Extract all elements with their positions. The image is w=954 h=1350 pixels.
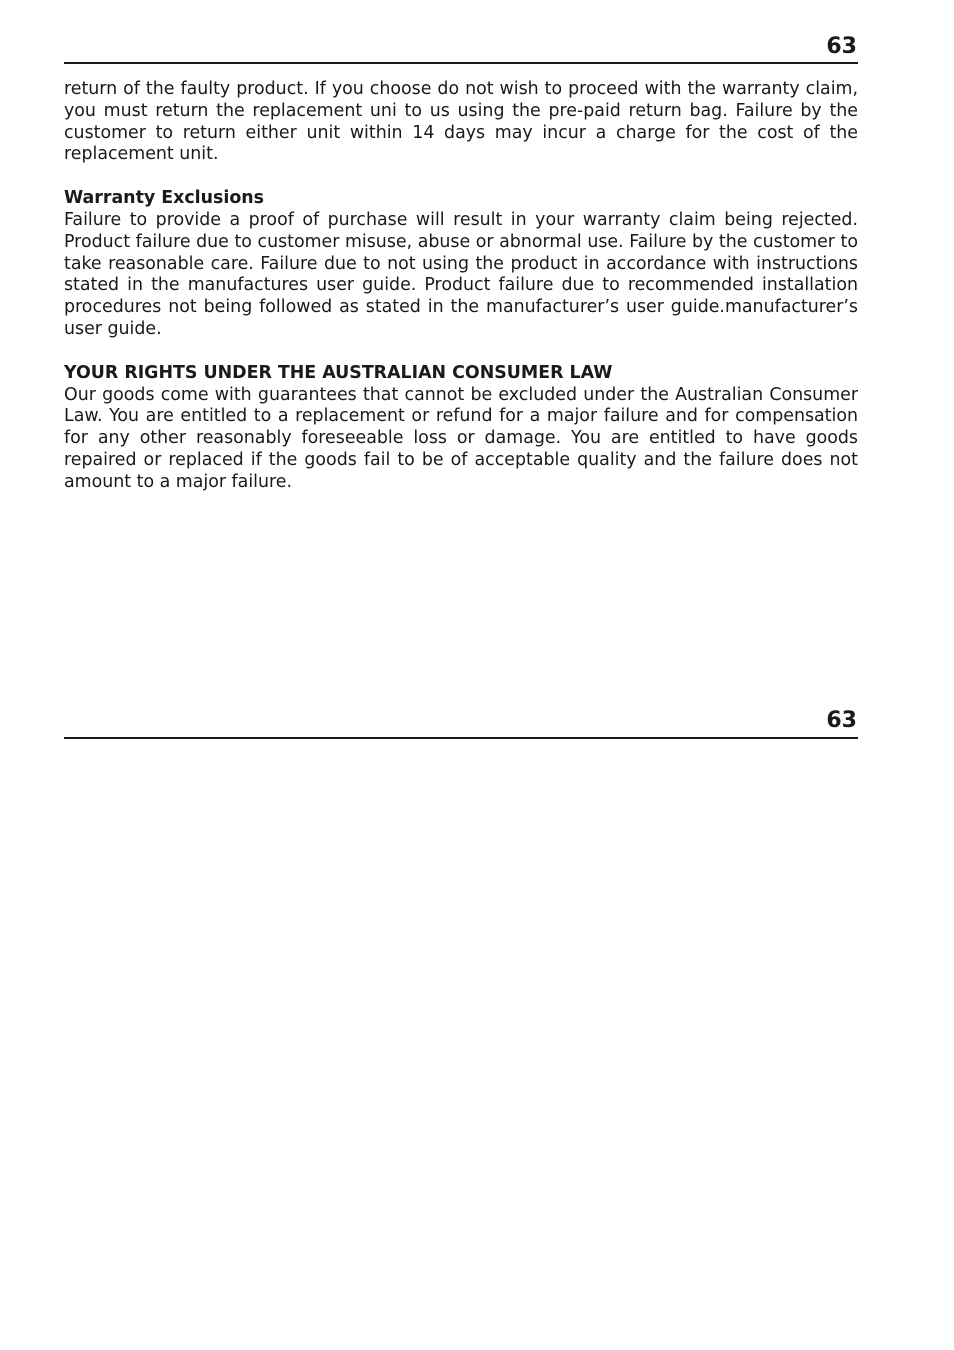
page-number-bottom: 63 [826,708,857,733]
top-divider [64,62,858,64]
page-number-top: 63 [826,34,857,59]
warranty-exclusions-heading: Warranty Exclusions [64,188,265,209]
intro-paragraph: return of the faulty product. If you choose do not wish to proceed with the warranty claim, you must return the replacement uni to us using the pre-paid return bag. Failure by the customer to return either unit within 14 days may incur a charge for the cost of the replacement unit. [64,79,858,165]
consumer-law-paragraph: Our goods come with guarantees that cannot be excluded under the Australian Consumer Law. You are entitled to a replacement or refund for a major failure and for compensation for any other reasonably foreseeable loss or damage. You are entitled to have goods repaired or replaced if the goods fail to be of acceptable quality and the failure does not amount to a major failure. [64,384,858,492]
consumer-law-section [64,363,858,494]
document-body [64,79,858,494]
consumer-law-heading: YOUR RIGHTS UNDER THE AUSTRALIAN CONSUMER LAW [64,362,613,383]
warranty-exclusions-section [64,188,858,341]
bottom-divider [64,737,858,739]
warranty-exclusions-paragraph: Failure to provide a proof of purchase will result in your warranty claim being rejected. Product failure due to customer misuse, abuse or abnormal use. Failure by the customer to take reasonable care. Failure due to not using the product in accordance with instructions stated in the manufactures user guide. Product failure due to recommended installation procedures not being followed as stated in the manufacturer’s user guide.manufacturer’s user guide. [64,209,858,339]
